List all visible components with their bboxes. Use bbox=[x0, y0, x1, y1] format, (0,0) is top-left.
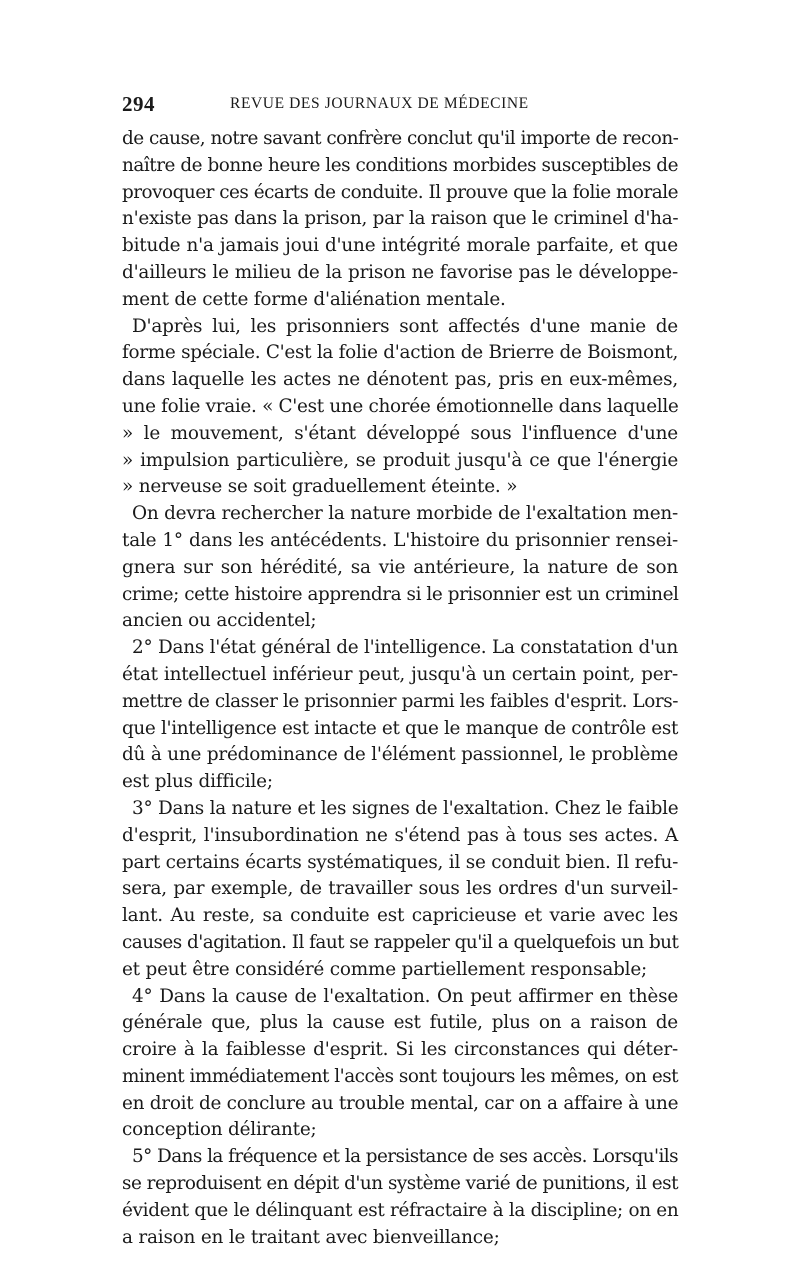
text-line: état intellectuel inférieur peut, jusqu'à un certain point, per- bbox=[122, 663, 678, 685]
text-line: crime; cette histoire apprendra si le prisonnier est un criminel bbox=[122, 583, 679, 605]
text-line: a raison en le traitant avec bienveillance; bbox=[122, 1226, 500, 1248]
text-line: tale 1° dans les antécédents. L'histoire du prisonnier rensei- bbox=[122, 529, 678, 551]
text-line: se reproduisent en dépit d'un système varié de punitions, il est bbox=[122, 1173, 679, 1195]
text-line: que l'intelligence est intacte et que le manque de contrôle est bbox=[122, 717, 678, 739]
text-line: générale que, plus la cause est futile, plus on a raison de bbox=[122, 1012, 678, 1034]
text-line: de cause, notre savant confrère conclut qu'il importe de recon- bbox=[122, 128, 679, 149]
text-line: ancien ou accidentel; bbox=[122, 610, 317, 632]
text-line: D'après lui, les prisonniers sont affectés d'une manie de bbox=[132, 315, 678, 337]
text-line: 3° Dans la nature et les signes de l'exaltation. Chez le faible bbox=[132, 797, 679, 819]
text-line: 2° Dans l'état général de l'intelligence. La constatation d'un bbox=[132, 637, 678, 659]
text-line: d'esprit, l'insubordination ne s'étend pas à tous ses actes. A bbox=[122, 824, 678, 846]
text-line: On devra rechercher la nature morbide de l'exaltation men- bbox=[132, 503, 678, 525]
text-line: » impulsion particulière, se produit jusqu'à ce que l'énergie bbox=[122, 449, 678, 471]
text-line: lant. Au reste, sa conduite est capricieuse et varie avec les bbox=[122, 905, 678, 927]
text-line: ment de cette forme d'aliénation mentale. bbox=[122, 288, 506, 310]
text-line: dû à une prédominance de l'élément passionnel, le problème bbox=[122, 744, 678, 766]
text-line: part certains écarts systématiques, il se conduit bien. Il refu- bbox=[122, 851, 679, 873]
text-line: n'existe pas dans la prison, par la raison que le criminel d'ha- bbox=[122, 208, 679, 230]
text-line: et peut être considéré comme partiellement responsable; bbox=[122, 958, 648, 980]
text-line: d'ailleurs le milieu de la prison ne favorise pas le développe- bbox=[122, 261, 678, 283]
text-line: dans laquelle les actes ne dénotent pas, pris en eux-mêmes, bbox=[122, 369, 678, 391]
text-line: 5° Dans la fréquence et la persistance de ses accès. Lorsqu'ils bbox=[132, 1146, 678, 1168]
text-line: provoquer ces écarts de conduite. Il prouve que la folie morale bbox=[122, 181, 678, 203]
page-header bbox=[122, 92, 678, 122]
text-line: 4° Dans la cause de l'exaltation. On peut affirmer en thèse bbox=[132, 985, 678, 1007]
text-line: » nerveuse se soit graduellement éteinte. » bbox=[122, 476, 518, 498]
text-line: est plus difficile; bbox=[122, 771, 273, 793]
text-line: naître de bonne heure les conditions morbides susceptibles de bbox=[122, 154, 678, 176]
text-line: bitude n'a jamais joui d'une intégrité morale parfaite, et que bbox=[122, 235, 678, 257]
text-line: gnera sur son hérédité, sa vie antérieure, la nature de son bbox=[122, 556, 678, 578]
page-number: 294 bbox=[122, 92, 155, 116]
body-text bbox=[122, 126, 678, 1251]
running-title: REVUE DES JOURNAUX DE MÉDECINE bbox=[230, 95, 529, 112]
text-line: une folie vraie. « C'est une chorée émotionnelle dans laquelle bbox=[122, 395, 679, 417]
text-line: croire à la faiblesse d'esprit. Si les circonstances qui déter- bbox=[122, 1039, 678, 1061]
text-line: évident que le délinquant est réfractaire à la discipline; on en bbox=[122, 1199, 679, 1221]
text-line: forme spéciale. C'est la folie d'action de Brierre de Boismont, bbox=[122, 342, 678, 364]
text-line: minent immédiatement l'accès sont toujours les mêmes, on est bbox=[122, 1065, 678, 1087]
text-line: causes d'agitation. Il faut se rappeler qu'il a quelquefois un but bbox=[122, 931, 679, 953]
text-line: sera, par exemple, de travailler sous les ordres d'un surveil- bbox=[122, 878, 678, 900]
text-line: en droit de conclure au trouble mental, car on a affaire à une bbox=[122, 1092, 679, 1114]
book-page bbox=[122, 92, 679, 1248]
text-line: mettre de classer le prisonnier parmi les faibles d'esprit. Lors- bbox=[122, 690, 678, 712]
text-line: » le mouvement, s'étant développé sous l'influence d'une bbox=[122, 422, 678, 444]
text-line: conception délirante; bbox=[122, 1119, 317, 1141]
